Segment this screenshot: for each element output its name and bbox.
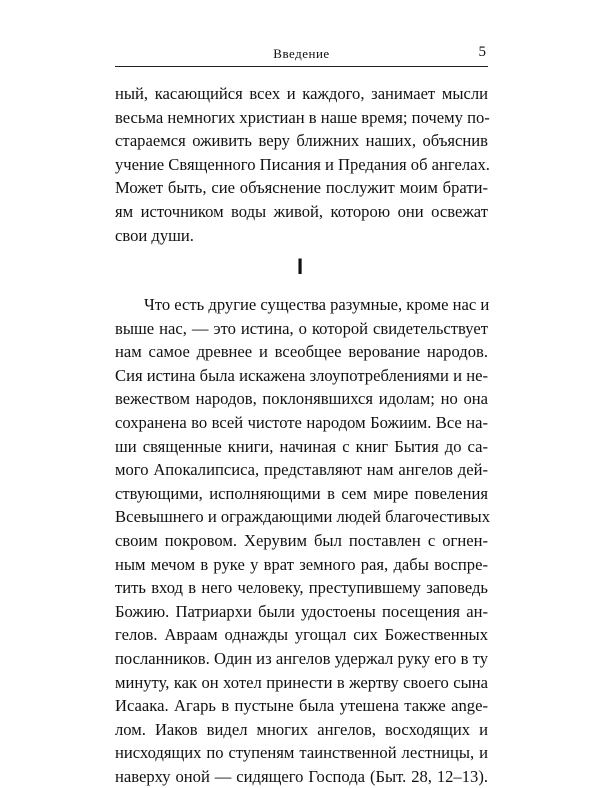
text-line: посланников. Один из ангелов удержал руку его в ту [115, 648, 488, 668]
text-line: мого Апокалипсиса, представляют нам ангелов дей- [115, 460, 488, 480]
header-rule [115, 66, 488, 67]
text-line: ный, касающийся всех и каждого, занимает мысли [115, 84, 488, 103]
text-line: ным мечом в руке у врат земного рая, дабы воспре- [115, 554, 488, 574]
text-line: Божию. Патриархи были удостоены посещения ан- [115, 601, 488, 621]
text-line: лом. Иаков видел многих ангелов, восходящих и [115, 719, 488, 739]
text-line: Исаака. Агарь в пустыне была утешена также ange- [115, 696, 488, 716]
text-line: Что есть другие существа разумные, кроме нас и [144, 295, 490, 314]
text-line: вежеством народов, поклонявшихся идолам; но она [115, 389, 488, 409]
text-line: стараемся оживить веру ближних наших, объяснив [115, 131, 488, 151]
text-line: сохранена во всей чистоте народом Божиим. Все на- [115, 412, 488, 432]
text-line: Может быть, сие объяснение послужит моим брати- [115, 178, 488, 198]
text-line: ствующими, исполняющими в сем мире повеления [115, 483, 488, 503]
page-number: 5 [478, 44, 486, 60]
paragraph-main [115, 293, 491, 788]
text-line: минуту, как он хотел принести в жертву своего сына [115, 672, 488, 692]
text-line: весьма немногих христиан в наше время; почему по- [115, 107, 490, 127]
section-number: I [296, 254, 304, 279]
text-line: Всевышнего и ограждающими людей благочестивых [115, 507, 491, 527]
text-line: тить вход в него человеку, преступившему заповедь [115, 578, 488, 598]
text-line: гелов. Авраам однажды угощал сих Божественных [115, 625, 488, 645]
running-title: Введение [273, 46, 330, 61]
text-line: свои души. [115, 225, 194, 245]
text-line: ши священные книги, начиная с книг Бытия до са- [115, 436, 488, 456]
text-line: учение Священного Писания и Предания об ангелах. [115, 154, 490, 174]
text-line: ям источником воды живой, которою они освежат [115, 201, 488, 221]
paragraph-continued [115, 82, 488, 247]
text-line: нисходящих по ступеням таинственной лестницы, и [115, 743, 488, 763]
text-line: своим покровом. Херувим был поставлен с огнен- [115, 530, 488, 550]
text-line: наверху оной — сидящего Господа (Быт. 28, 12–13). [115, 766, 488, 786]
text-line: выше нас, — это истина, о которой свидетельствует [115, 318, 488, 338]
running-head [115, 44, 488, 64]
text-line: нам самое древнее и всеобщее верование народов. [115, 342, 488, 362]
text-line: Сия истина была искажена злоупотреблениями и не- [115, 365, 488, 385]
